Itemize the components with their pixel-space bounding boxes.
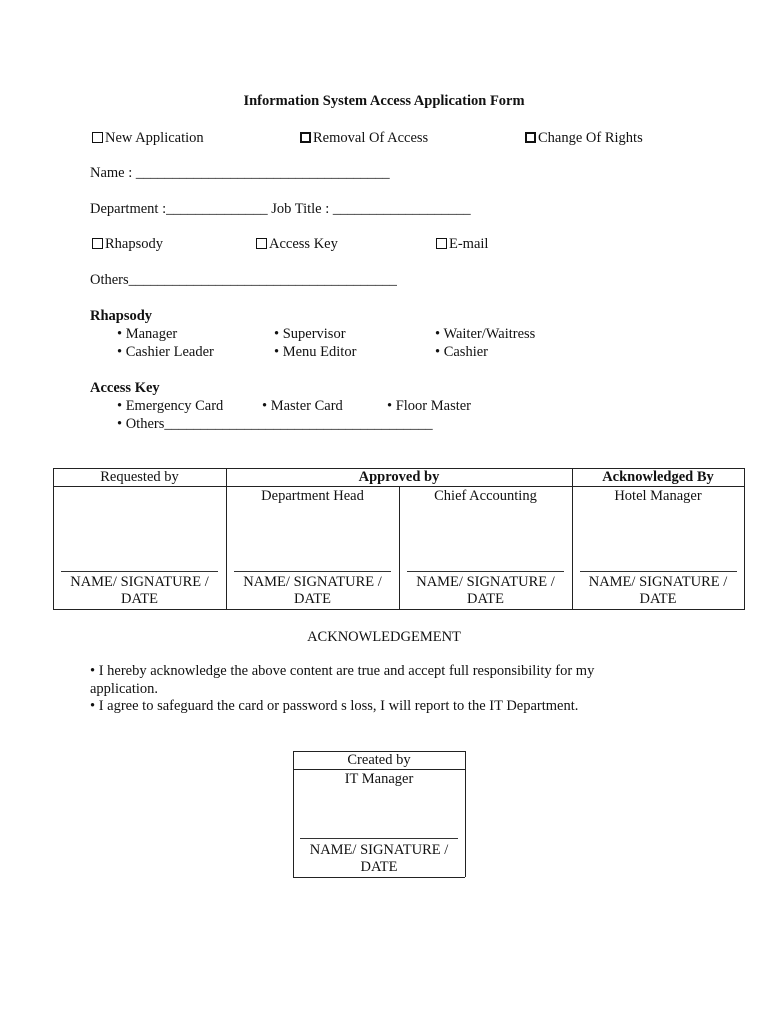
checkbox-icon[interactable] <box>92 132 103 143</box>
department-head-signature-label <box>226 574 399 608</box>
rhapsody-item-supervisor: • Supervisor <box>274 326 346 342</box>
it-manager-signature-label <box>293 842 465 876</box>
access-key-others-field[interactable]: • Others_____________________________________ <box>117 416 433 432</box>
acknowledgement-item-1-line-1: • I hereby acknowledge the above content are true and accept full responsibility for my <box>90 663 595 679</box>
access-key-item-floor-master: • Floor Master <box>387 398 472 414</box>
signature-label-line1: NAME/ SIGNATURE / <box>588 574 728 590</box>
table-border <box>744 468 745 609</box>
signature-label-line2: DATE <box>120 591 159 607</box>
email-option[interactable] <box>436 236 488 253</box>
removal-of-access-label: Removal Of Access <box>313 130 429 146</box>
signature-line[interactable] <box>234 571 391 572</box>
rhapsody-item-waiter: • Waiter/Waitress <box>435 326 536 342</box>
form-title: Information System Access Application Form <box>243 93 525 109</box>
signature-label-line1: NAME/ SIGNATURE / <box>309 842 449 858</box>
new-application-option[interactable] <box>92 130 204 147</box>
signature-label-line2: DATE <box>639 591 677 607</box>
signature-label-line1: NAME/ SIGNATURE / <box>243 574 382 590</box>
table-divider <box>293 769 465 770</box>
chief-accounting-label: Chief Accounting <box>434 488 537 504</box>
signature-line[interactable] <box>61 571 218 572</box>
access-key-item-master-card: • Master Card <box>262 398 343 414</box>
department-head-label: Department Head <box>261 488 364 504</box>
hotel-manager-signature-label <box>572 574 744 608</box>
new-application-label: New Application <box>105 130 204 146</box>
checkbox-icon[interactable] <box>256 238 267 249</box>
acknowledgement-item-1-line-2: application. <box>90 681 159 697</box>
signature-label-line2: DATE <box>360 859 398 875</box>
rhapsody-label: Rhapsody <box>105 236 163 252</box>
removal-of-access-option[interactable] <box>300 130 428 147</box>
acknowledgement-heading: ACKNOWLEDGEMENT <box>307 629 461 645</box>
signature-label-line1: NAME/ SIGNATURE / <box>70 574 209 590</box>
rhapsody-heading: Rhapsody <box>90 308 153 324</box>
signature-line[interactable] <box>300 838 458 839</box>
others-field[interactable]: Others_____________________________________ <box>90 272 397 288</box>
table-border <box>53 609 745 610</box>
checkbox-icon[interactable] <box>436 238 447 249</box>
checkbox-icon[interactable] <box>300 132 311 143</box>
checkbox-icon[interactable] <box>525 132 536 143</box>
signature-label-line1: NAME/ SIGNATURE / <box>416 574 555 590</box>
rhapsody-item-cashier-leader: • Cashier Leader <box>117 344 214 360</box>
rhapsody-item-menu-editor: • Menu Editor <box>274 344 357 360</box>
rhapsody-item-cashier: • Cashier <box>435 344 488 360</box>
requested-by-signature-label <box>53 574 226 608</box>
change-of-rights-label: Change Of Rights <box>538 130 643 146</box>
approved-by-header: Approved by <box>358 469 440 485</box>
signature-line[interactable] <box>407 571 564 572</box>
signature-label-line2: DATE <box>293 591 332 607</box>
access-key-item-emergency-card: • Emergency Card <box>117 398 224 414</box>
rhapsody-option[interactable] <box>92 236 163 253</box>
signature-line[interactable] <box>580 571 737 572</box>
table-border <box>465 751 466 877</box>
email-label: E-mail <box>449 236 489 252</box>
department-job-title-field[interactable]: Department :______________ Job Title : ___________________ <box>90 201 471 217</box>
signature-label-line2: DATE <box>466 591 505 607</box>
requested-by-header: Requested by <box>100 469 179 485</box>
name-field[interactable]: Name : ___________________________________ <box>90 165 390 181</box>
created-by-header: Created by <box>347 752 411 768</box>
it-manager-label: IT Manager <box>344 771 414 787</box>
access-key-label: Access Key <box>269 236 338 252</box>
rhapsody-item-manager: • Manager <box>117 326 178 342</box>
change-of-rights-option[interactable] <box>525 130 643 147</box>
acknowledgement-item-2: • I agree to safeguard the card or password s loss, I will report to the IT Department. <box>90 698 579 714</box>
access-key-option[interactable] <box>256 236 338 253</box>
table-border <box>293 877 465 878</box>
hotel-manager-label: Hotel Manager <box>614 488 702 504</box>
access-key-heading: Access Key <box>90 380 160 396</box>
acknowledged-by-header: Acknowledged By <box>602 469 714 485</box>
checkbox-icon[interactable] <box>92 238 103 249</box>
chief-accounting-signature-label <box>399 574 572 608</box>
